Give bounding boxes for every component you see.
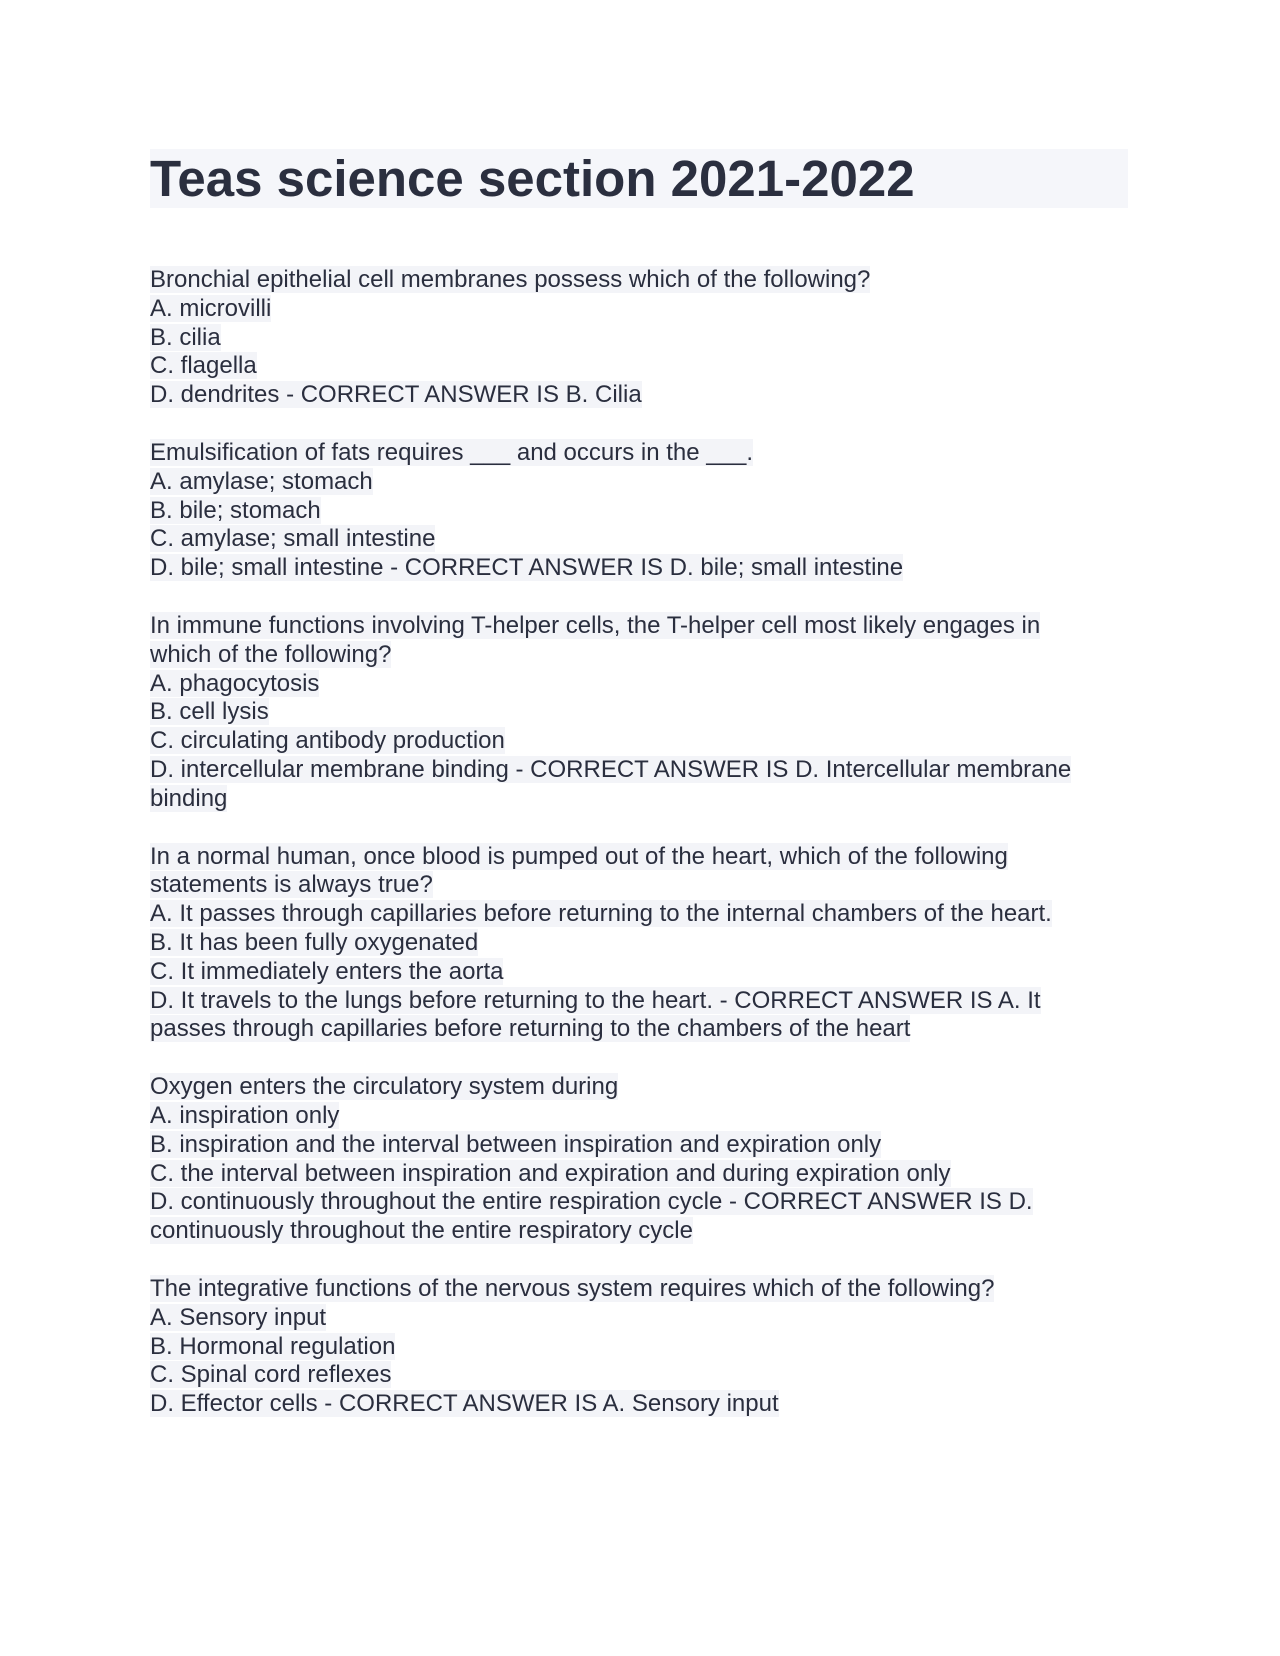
question-block-5: [150, 1073, 1130, 1246]
answer-option: A. Sensory input: [150, 1303, 327, 1331]
answer-option: C. circulating antibody production: [150, 727, 505, 755]
answer-option: A. inspiration only: [150, 1101, 340, 1129]
question-block-6: [150, 1275, 1130, 1419]
answer-option: B. cilia: [150, 323, 221, 351]
document-title: Teas science section 2021-2022: [150, 150, 915, 207]
answer-option-with-correct-answer: continuously throughout the entire respiratory cycle: [150, 1217, 693, 1245]
answer-option: B. inspiration and the interval between inspiration and expiration only: [150, 1130, 882, 1158]
question-text: Emulsification of fats requires ___ and occurs in the ___.: [150, 438, 753, 466]
answer-option: B. It has been fully oxygenated: [150, 928, 479, 956]
question-block-3: [150, 612, 1130, 814]
answer-option: B. Hormonal regulation: [150, 1332, 396, 1360]
answer-option: A. phagocytosis: [150, 669, 320, 697]
answer-option-with-correct-answer: D. dendrites - CORRECT ANSWER IS B. Cilia: [150, 381, 642, 409]
question-block-1: [150, 266, 1130, 410]
question-text: The integrative functions of the nervous system requires which of the following?: [150, 1274, 995, 1302]
answer-option: B. bile; stomach: [150, 496, 321, 524]
answer-option-with-correct-answer: D. Effector cells - CORRECT ANSWER IS A. Sensory input: [150, 1390, 779, 1418]
answer-option: C. Spinal cord reflexes: [150, 1361, 392, 1389]
question-block-4: [150, 843, 1130, 1045]
answer-option-with-correct-answer: D. continuously throughout the entire respiration cycle - CORRECT ANSWER IS D.: [150, 1188, 1033, 1216]
question-text: Oxygen enters the circulatory system during: [150, 1073, 619, 1101]
answer-option: A. amylase; stomach: [150, 467, 373, 495]
answer-option: C. flagella: [150, 352, 257, 380]
answer-option-with-correct-answer: D. bile; small intestine - CORRECT ANSWER IS D. bile; small intestine: [150, 554, 904, 582]
answer-option: A. It passes through capillaries before returning to the internal chambers of the heart.: [150, 900, 1052, 928]
question-text: In a normal human, once blood is pumped out of the heart, which of the following: [150, 842, 1008, 870]
answer-option: C. It immediately enters the aorta: [150, 957, 504, 985]
answer-option: B. cell lysis: [150, 698, 269, 726]
answer-option-with-correct-answer: binding: [150, 784, 228, 812]
question-text: Bronchial epithelial cell membranes possess which of the following?: [150, 266, 871, 293]
answer-option-with-correct-answer: D. intercellular membrane binding - CORRECT ANSWER IS D. Intercellular membrane: [150, 755, 1072, 783]
answer-option: A. microvilli: [150, 294, 272, 322]
question-text: statements is always true?: [150, 871, 433, 899]
question-list: [150, 266, 1130, 1448]
answer-option: C. the interval between inspiration and expiration and during expiration only: [150, 1159, 951, 1187]
answer-option: C. amylase; small intestine: [150, 525, 436, 553]
answer-option-with-correct-answer: D. It travels to the lungs before returning to the heart. - CORRECT ANSWER IS A. It: [150, 986, 1041, 1014]
answer-option-with-correct-answer: passes through capillaries before returning to the chambers of the heart: [150, 1015, 911, 1043]
question-block-2: [150, 439, 1130, 583]
question-text: which of the following?: [150, 640, 392, 668]
question-text: In immune functions involving T-helper cells, the T-helper cell most likely engages in: [150, 611, 1041, 639]
